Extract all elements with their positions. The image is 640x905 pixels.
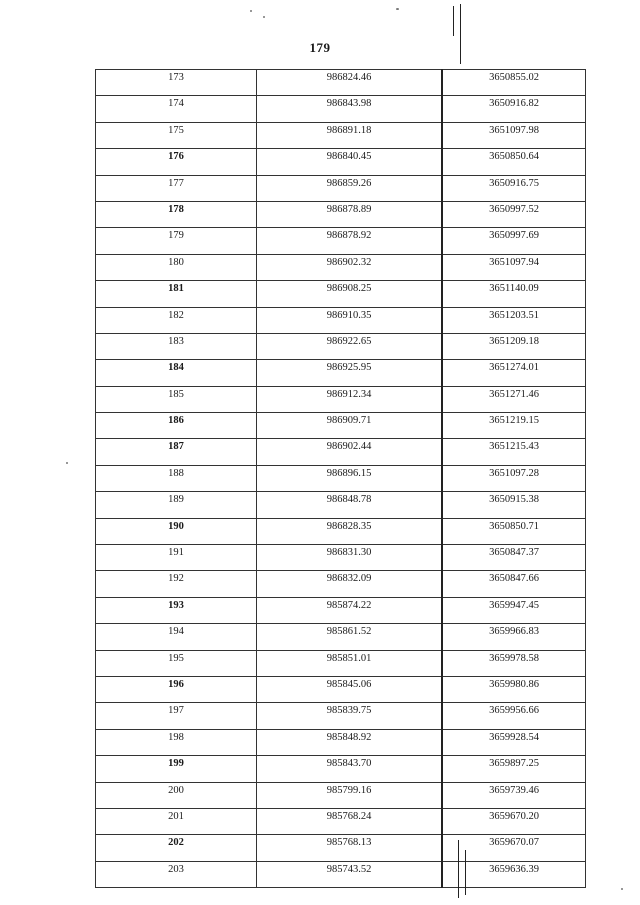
point-number-cell: 187 — [96, 439, 257, 465]
table-row — [96, 835, 586, 861]
x-coordinate-cell: 985851.01 — [257, 650, 443, 676]
point-number-cell: 180 — [96, 254, 257, 280]
y-coordinate-cell: 3651219.15 — [442, 413, 586, 439]
y-coordinate-cell: 3659956.66 — [442, 703, 586, 729]
point-number-cell: 193 — [96, 597, 257, 623]
x-coordinate-cell: 986891.18 — [257, 122, 443, 148]
point-number-cell: 194 — [96, 624, 257, 650]
point-number-cell: 181 — [96, 281, 257, 307]
x-coordinate-cell: 985839.75 — [257, 703, 443, 729]
y-coordinate-cell: 3659636.39 — [442, 861, 586, 887]
point-number-cell: 190 — [96, 518, 257, 544]
scan-speck — [621, 888, 623, 890]
x-coordinate-cell: 986824.46 — [257, 70, 443, 96]
table-row — [96, 756, 586, 782]
scan-artifact-line — [453, 6, 454, 36]
coordinates-table-container — [95, 69, 581, 888]
y-coordinate-cell: 3659739.46 — [442, 782, 586, 808]
y-coordinate-cell: 3650916.75 — [442, 175, 586, 201]
table-row — [96, 465, 586, 491]
y-coordinate-cell: 3659897.25 — [442, 756, 586, 782]
x-coordinate-cell: 985743.52 — [257, 861, 443, 887]
point-number-cell: 189 — [96, 492, 257, 518]
table-row — [96, 228, 586, 254]
y-coordinate-cell: 3659928.54 — [442, 729, 586, 755]
x-coordinate-cell: 985768.13 — [257, 835, 443, 861]
table-row — [96, 175, 586, 201]
y-coordinate-cell: 3650847.37 — [442, 545, 586, 571]
y-coordinate-cell: 3651203.51 — [442, 307, 586, 333]
table-row — [96, 861, 586, 887]
y-coordinate-cell: 3659980.86 — [442, 676, 586, 702]
scan-speck — [396, 8, 399, 10]
table-row — [96, 281, 586, 307]
y-coordinate-cell: 3650850.71 — [442, 518, 586, 544]
y-coordinate-cell: 3650997.52 — [442, 201, 586, 227]
page-number: 179 — [309, 40, 331, 55]
y-coordinate-cell: 3651097.94 — [442, 254, 586, 280]
x-coordinate-cell: 986925.95 — [257, 360, 443, 386]
point-number-cell: 173 — [96, 70, 257, 96]
table-row — [96, 729, 586, 755]
y-coordinate-cell: 3651209.18 — [442, 333, 586, 359]
x-coordinate-cell: 986828.35 — [257, 518, 443, 544]
x-coordinate-cell: 985843.70 — [257, 756, 443, 782]
point-number-cell: 191 — [96, 545, 257, 571]
point-number-cell: 184 — [96, 360, 257, 386]
table-row — [96, 122, 586, 148]
point-number-cell: 202 — [96, 835, 257, 861]
x-coordinate-cell: 986840.45 — [257, 149, 443, 175]
table-row — [96, 597, 586, 623]
coordinates-table-body — [96, 70, 586, 888]
table-row — [96, 439, 586, 465]
point-number-cell: 196 — [96, 676, 257, 702]
table-row — [96, 782, 586, 808]
table-row — [96, 545, 586, 571]
x-coordinate-cell: 986922.65 — [257, 333, 443, 359]
coordinates-table — [95, 69, 586, 888]
point-number-cell: 188 — [96, 465, 257, 491]
table-row — [96, 201, 586, 227]
table-row — [96, 492, 586, 518]
point-number-cell: 201 — [96, 808, 257, 834]
point-number-cell: 192 — [96, 571, 257, 597]
y-coordinate-cell: 3659966.83 — [442, 624, 586, 650]
table-row — [96, 808, 586, 834]
scan-artifact-line — [465, 850, 466, 895]
x-coordinate-cell: 986912.34 — [257, 386, 443, 412]
table-row — [96, 333, 586, 359]
x-coordinate-cell: 986908.25 — [257, 281, 443, 307]
x-coordinate-cell: 986859.26 — [257, 175, 443, 201]
y-coordinate-cell: 3651274.01 — [442, 360, 586, 386]
scan-speck — [66, 462, 68, 464]
x-coordinate-cell: 986910.35 — [257, 307, 443, 333]
y-coordinate-cell: 3659978.58 — [442, 650, 586, 676]
x-coordinate-cell: 986832.09 — [257, 571, 443, 597]
y-coordinate-cell: 3659670.07 — [442, 835, 586, 861]
point-number-cell: 185 — [96, 386, 257, 412]
x-coordinate-cell: 986902.44 — [257, 439, 443, 465]
x-coordinate-cell: 985861.52 — [257, 624, 443, 650]
point-number-cell: 178 — [96, 201, 257, 227]
x-coordinate-cell: 986909.71 — [257, 413, 443, 439]
x-coordinate-cell: 985845.06 — [257, 676, 443, 702]
table-row — [96, 650, 586, 676]
x-coordinate-cell: 986896.15 — [257, 465, 443, 491]
table-row — [96, 703, 586, 729]
y-coordinate-cell: 3659670.20 — [442, 808, 586, 834]
y-coordinate-cell: 3651140.09 — [442, 281, 586, 307]
x-coordinate-cell: 985848.92 — [257, 729, 443, 755]
point-number-cell: 183 — [96, 333, 257, 359]
scan-speck — [263, 16, 265, 18]
y-coordinate-cell: 3650916.82 — [442, 96, 586, 122]
point-number-cell: 197 — [96, 703, 257, 729]
y-coordinate-cell: 3650915.38 — [442, 492, 586, 518]
y-coordinate-cell: 3650997.69 — [442, 228, 586, 254]
table-row — [96, 518, 586, 544]
point-number-cell: 182 — [96, 307, 257, 333]
x-coordinate-cell: 985768.24 — [257, 808, 443, 834]
table-row — [96, 624, 586, 650]
x-coordinate-cell: 986878.89 — [257, 201, 443, 227]
x-coordinate-cell: 986848.78 — [257, 492, 443, 518]
x-coordinate-cell: 986878.92 — [257, 228, 443, 254]
x-coordinate-cell: 986831.30 — [257, 545, 443, 571]
table-row — [96, 413, 586, 439]
y-coordinate-cell: 3651271.46 — [442, 386, 586, 412]
point-number-cell: 195 — [96, 650, 257, 676]
y-coordinate-cell: 3650847.66 — [442, 571, 586, 597]
table-row — [96, 254, 586, 280]
point-number-cell: 179 — [96, 228, 257, 254]
y-coordinate-cell: 3651215.43 — [442, 439, 586, 465]
table-row — [96, 676, 586, 702]
y-coordinate-cell: 3650855.02 — [442, 70, 586, 96]
x-coordinate-cell: 985874.22 — [257, 597, 443, 623]
scan-artifact-line — [458, 840, 459, 898]
point-number-cell: 200 — [96, 782, 257, 808]
point-number-cell: 174 — [96, 96, 257, 122]
table-row — [96, 571, 586, 597]
point-number-cell: 203 — [96, 861, 257, 887]
point-number-cell: 186 — [96, 413, 257, 439]
point-number-cell: 176 — [96, 149, 257, 175]
y-coordinate-cell: 3651097.28 — [442, 465, 586, 491]
point-number-cell: 199 — [96, 756, 257, 782]
table-row — [96, 386, 586, 412]
scan-speck — [250, 10, 252, 12]
x-coordinate-cell: 986843.98 — [257, 96, 443, 122]
y-coordinate-cell: 3651097.98 — [442, 122, 586, 148]
point-number-cell: 198 — [96, 729, 257, 755]
point-number-cell: 177 — [96, 175, 257, 201]
y-coordinate-cell: 3659947.45 — [442, 597, 586, 623]
table-row — [96, 70, 586, 96]
table-row — [96, 149, 586, 175]
table-row — [96, 360, 586, 386]
point-number-cell: 175 — [96, 122, 257, 148]
y-coordinate-cell: 3650850.64 — [442, 149, 586, 175]
scan-artifact-line — [460, 4, 461, 64]
table-row — [96, 307, 586, 333]
x-coordinate-cell: 986902.32 — [257, 254, 443, 280]
table-row — [96, 96, 586, 122]
x-coordinate-cell: 985799.16 — [257, 782, 443, 808]
